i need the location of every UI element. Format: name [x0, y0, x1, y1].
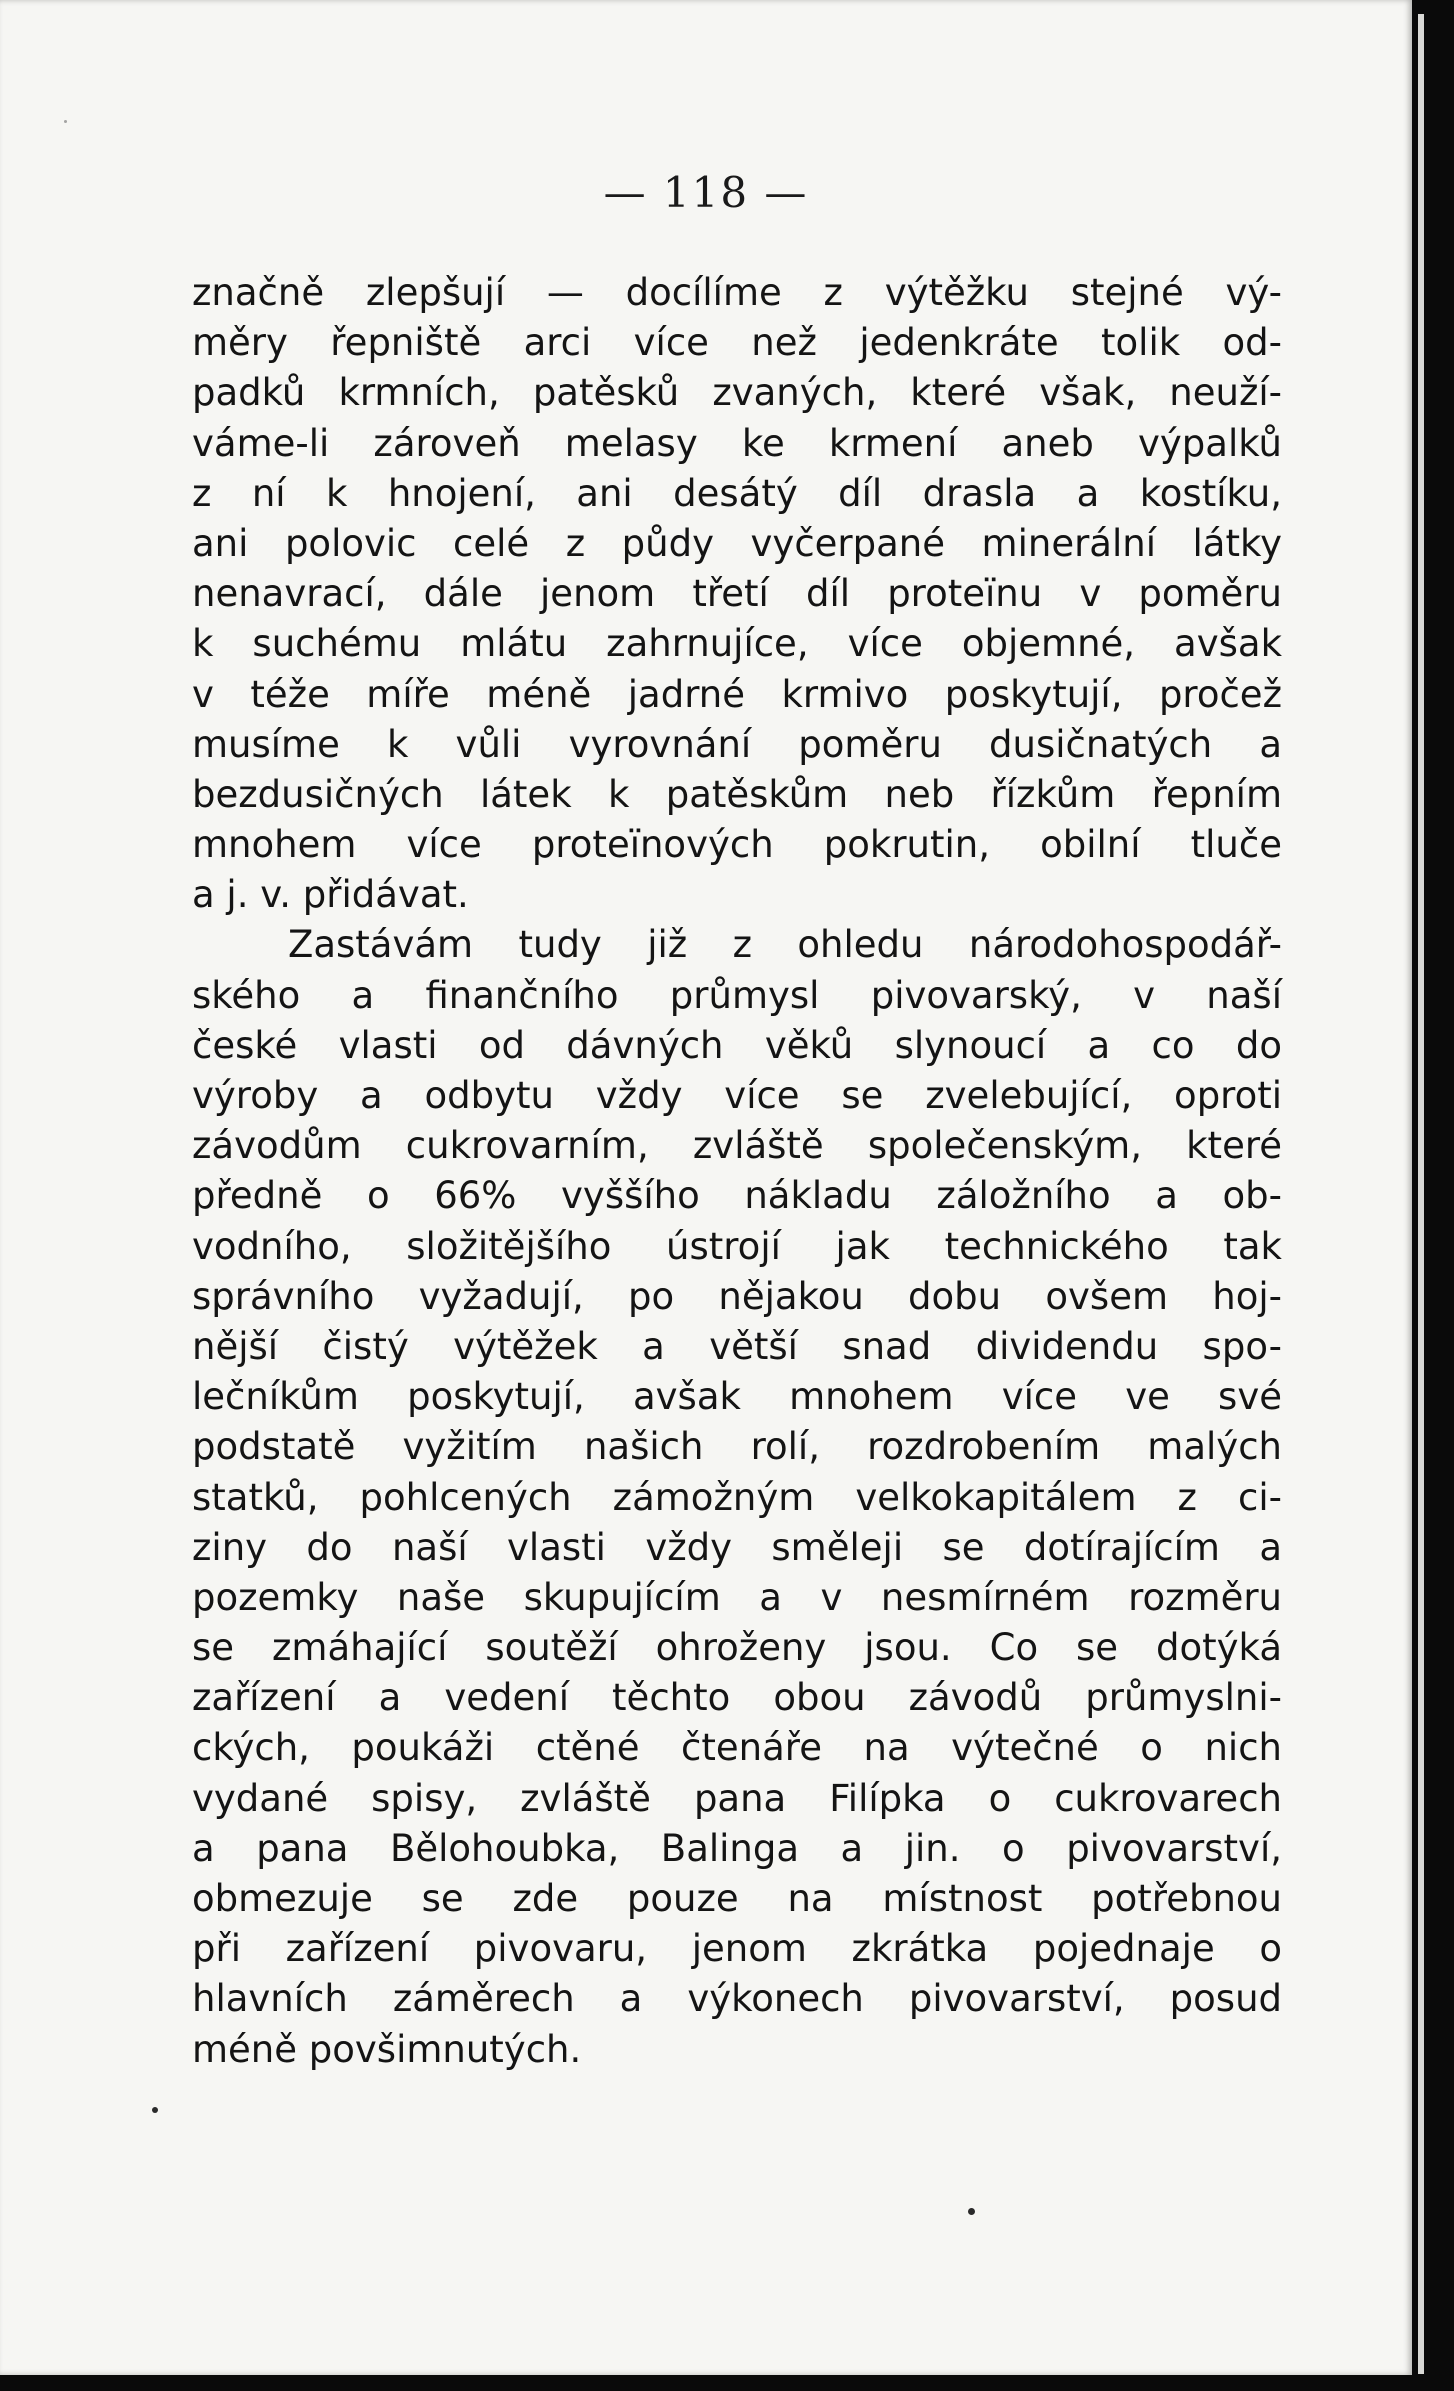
- text-line: váme-li zároveň melasy ke krmení aneb výpalků: [192, 421, 1282, 465]
- text-line: Zastávám tudy již z ohledu národohospodář-: [288, 923, 1282, 967]
- text-line: závodům cukrovarním, zvláště společenským, které: [192, 1124, 1282, 1168]
- text-line: v téže míře méně jadrné krmivo poskytují, pročež: [192, 672, 1282, 716]
- text-line: ského a finančního průmysl pivovarský, v naší: [192, 973, 1282, 1017]
- text-line: a j. v. přidávat.: [192, 873, 469, 917]
- text-line: obmezuje se zde pouze na místnost potřebnou: [192, 1877, 1282, 1920]
- text-line: z ní k hnojení, ani desátý díl drasla a kostíku,: [192, 471, 1282, 515]
- text-line: nenavrací, dále jenom třetí díl proteïnu v poměru: [192, 572, 1282, 616]
- text-line: výroby a odbytu vždy více se zvelebující, oproti: [192, 1074, 1282, 1117]
- text-line: ziny do naší vlasti vždy směleji se dotírajícím a: [192, 1525, 1282, 1569]
- page-edge: [1418, 14, 1424, 2374]
- text-line: správního vyžadují, po nějakou dobu ovšem hoj-: [192, 1274, 1282, 1318]
- text-line: měry řepniště arci více než jedenkráte tolik od-: [192, 321, 1282, 365]
- text-line: české vlasti od dávných věků slynoucí a co do: [192, 1023, 1282, 1067]
- text-line: lečníkům poskytují, avšak mnohem více ve své: [192, 1375, 1282, 1419]
- text-line: statků, pohlcených zámožným velkokapitálem z ci-: [192, 1475, 1282, 1519]
- paragraph-2: [192, 920, 1282, 2074]
- text-line: nější čistý výtěžek a větší snad dividendu spo-: [192, 1324, 1282, 1368]
- text-line: podstatě vyžitím našich rolí, rozdrobením malých: [192, 1425, 1282, 1469]
- body-text: [192, 268, 1282, 2075]
- text-line: ani polovic celé z půdy vyčerpané minerální látky: [192, 521, 1282, 565]
- text-line: předně o 66% vyššího nákladu záložního a ob-: [192, 1174, 1282, 1218]
- text-line: se zmáhající soutěží ohroženy jsou. Co se dotýká: [192, 1626, 1282, 1670]
- text-line: značně zlepšují — docílíme z výtěžku stejné vý-: [192, 271, 1282, 314]
- text-line: mnohem více proteïnových pokrutin, obilní tluče: [192, 823, 1282, 867]
- text-line: musíme k vůli vyrovnání poměru dusičnatých a: [192, 722, 1282, 766]
- text-line: při zařízení pivovaru, jenom zkrátka pojednaje o: [192, 1927, 1282, 1971]
- text-line: ckých, poukáži ctěné čtenáře na výtečné o nich: [192, 1726, 1282, 1770]
- text-line: padků krmních, patěsků zvaných, které však, neuží-: [192, 371, 1282, 415]
- text-line: hlavních záměrech a výkonech pivovarství, posud: [192, 1977, 1282, 2021]
- text-line: pozemky naše skupujícím a v nesmírném rozměru: [192, 1575, 1282, 1619]
- text-line: vodního, složitějšího ústrojí jak technického tak: [192, 1224, 1282, 1268]
- paragraph-1: [192, 268, 1282, 920]
- text-line: bezdusičných látek k patěskům neb řízkům řepním: [192, 772, 1282, 816]
- text-line: zařízení a vedení těchto obou závodů průmyslni-: [192, 1676, 1282, 1720]
- page-number: — 118 —: [603, 168, 809, 217]
- text-line: méně povšimnutých.: [192, 2027, 582, 2071]
- text-line: a pana Bělohoubka, Balinga a jin. o pivovarství,: [192, 1826, 1282, 1870]
- paper-speck: [64, 120, 67, 123]
- text-line: vydané spisy, zvláště pana Filípka o cukrovarech: [192, 1776, 1282, 1820]
- paper-speck: [968, 2208, 975, 2215]
- paper-speck: [152, 2107, 158, 2113]
- text-line: k suchému mlátu zahrnujíce, více objemné, avšak: [192, 622, 1282, 666]
